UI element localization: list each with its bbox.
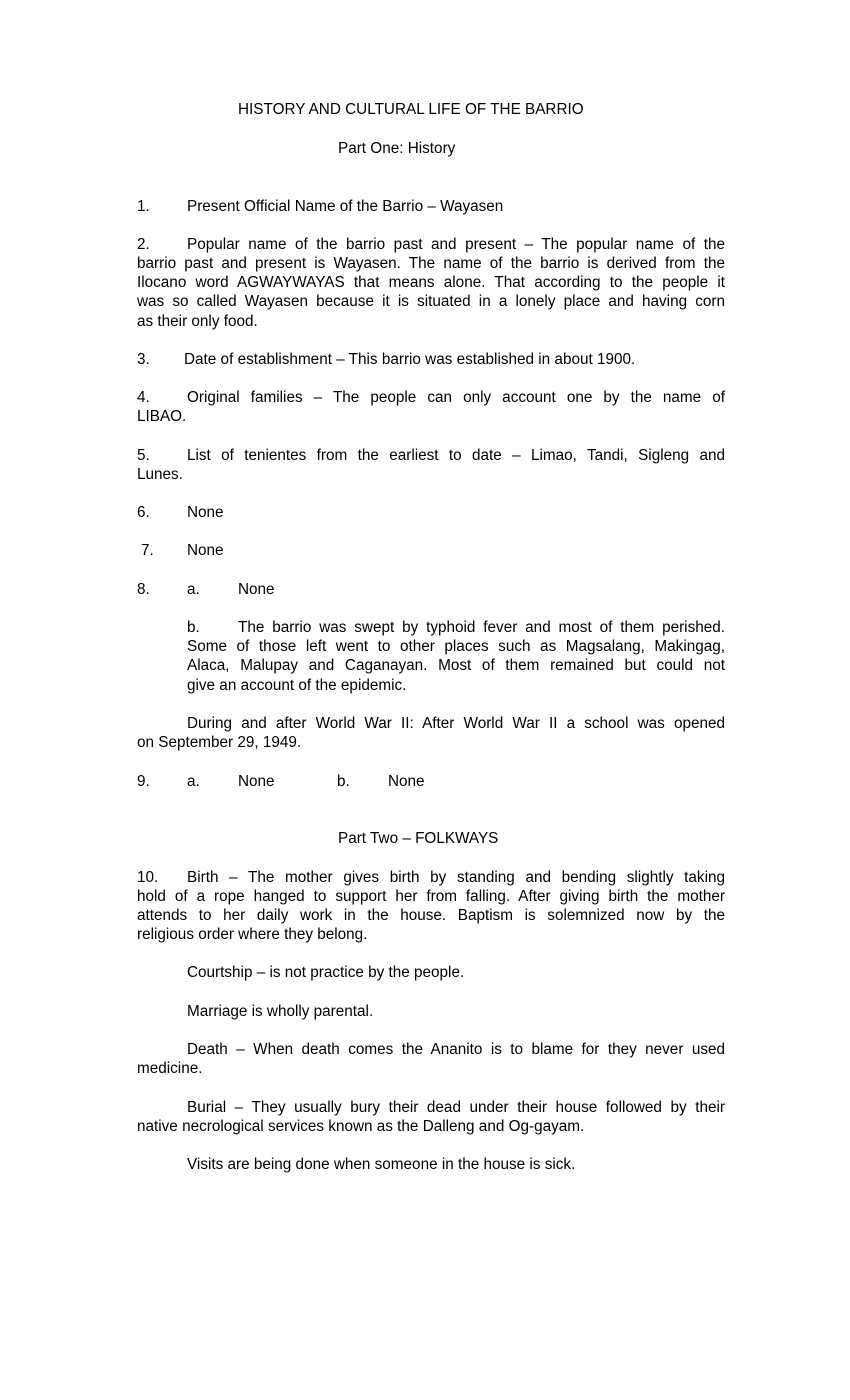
item-number: 4. xyxy=(137,389,150,406)
item-4-line: Original families – The people can only account one by the name of xyxy=(187,389,725,406)
visits-text: Visits are being done when someone in the house is sick. xyxy=(187,1156,576,1173)
item-5-line: Lunes. xyxy=(137,466,183,483)
item-2-line: as their only food. xyxy=(137,313,258,330)
item-9-a-label: a. xyxy=(187,773,200,790)
death-line: medicine. xyxy=(137,1060,203,1077)
item-9-b-text: None xyxy=(388,773,425,790)
birth-line: religious order where they belong. xyxy=(137,926,368,943)
item-8-a-text: None xyxy=(238,581,275,598)
item-9-b-label: b. xyxy=(337,773,350,790)
item-number: 3. xyxy=(137,351,150,368)
item-9-a-text: None xyxy=(238,773,275,790)
burial-line: Burial – They usually bury their dead under their house followed by their xyxy=(187,1099,725,1116)
item-8-b-line: Some of those left went to other places such as Magsalang, Makingag, xyxy=(187,638,725,655)
item-2-line: was so called Wayasen because it is situated in a lonely place and having corn xyxy=(137,293,725,310)
item-7-text: None xyxy=(187,542,224,559)
part-one-heading: Part One: History xyxy=(338,140,456,157)
item-8-war-line: on September 29, 1949. xyxy=(137,734,302,751)
item-1-text: Present Official Name of the Barrio – Wayasen xyxy=(187,198,504,215)
item-number: 6. xyxy=(137,504,150,521)
part-two-heading: Part Two – FOLKWAYS xyxy=(338,830,499,847)
item-6-text: None xyxy=(187,504,224,521)
birth-line: Birth – The mother gives birth by standing and bending slightly taking xyxy=(187,869,725,886)
item-number: 10. xyxy=(137,869,159,886)
courtship-text: Courtship – is not practice by the people. xyxy=(187,964,465,981)
item-4-line: LIBAO. xyxy=(137,408,187,425)
item-8-b-line: give an account of the epidemic. xyxy=(187,677,407,694)
item-2-line: barrio past and present is Wayasen. The name of the barrio is derived from the xyxy=(137,255,725,272)
item-number: 8. xyxy=(137,581,150,598)
item-8-war-line: During and after World War II: After World War II a school was opened xyxy=(187,715,725,732)
marriage-text: Marriage is wholly parental. xyxy=(187,1003,374,1020)
item-8-b-line: Alaca, Malupay and Caganayan. Most of them remained but could not xyxy=(187,657,725,674)
item-8-b-line: The barrio was swept by typhoid fever and most of them perished. xyxy=(238,619,725,636)
item-8-a-label: a. xyxy=(187,581,200,598)
item-number: 1. xyxy=(137,198,150,215)
item-number: 2. xyxy=(137,236,150,253)
item-number: 7. xyxy=(141,542,154,559)
item-2-line: Popular name of the barrio past and present – The popular name of the xyxy=(187,236,725,253)
item-5-line: List of tenientes from the earliest to date – Limao, Tandi, Sigleng and xyxy=(187,447,725,464)
document-title: HISTORY AND CULTURAL LIFE OF THE BARRIO xyxy=(238,101,584,118)
item-2-line: Ilocano word AGWAYWAYAS that means alone. That according to the people it xyxy=(137,274,725,291)
birth-line: hold of a rope hanged to support her from falling. After giving birth the mother xyxy=(137,888,725,905)
item-8-b-label: b. xyxy=(187,619,200,636)
birth-line: attends to her daily work in the house. Baptism is solemnized now by the xyxy=(137,907,725,924)
item-number: 9. xyxy=(137,773,150,790)
burial-line: native necrological services known as the Dalleng and Og-gayam. xyxy=(137,1118,585,1135)
item-3-text: Date of establishment – This barrio was established in about 1900. xyxy=(184,351,636,368)
death-line: Death – When death comes the Ananito is to blame for they never used xyxy=(187,1041,725,1058)
item-number: 5. xyxy=(137,447,150,464)
